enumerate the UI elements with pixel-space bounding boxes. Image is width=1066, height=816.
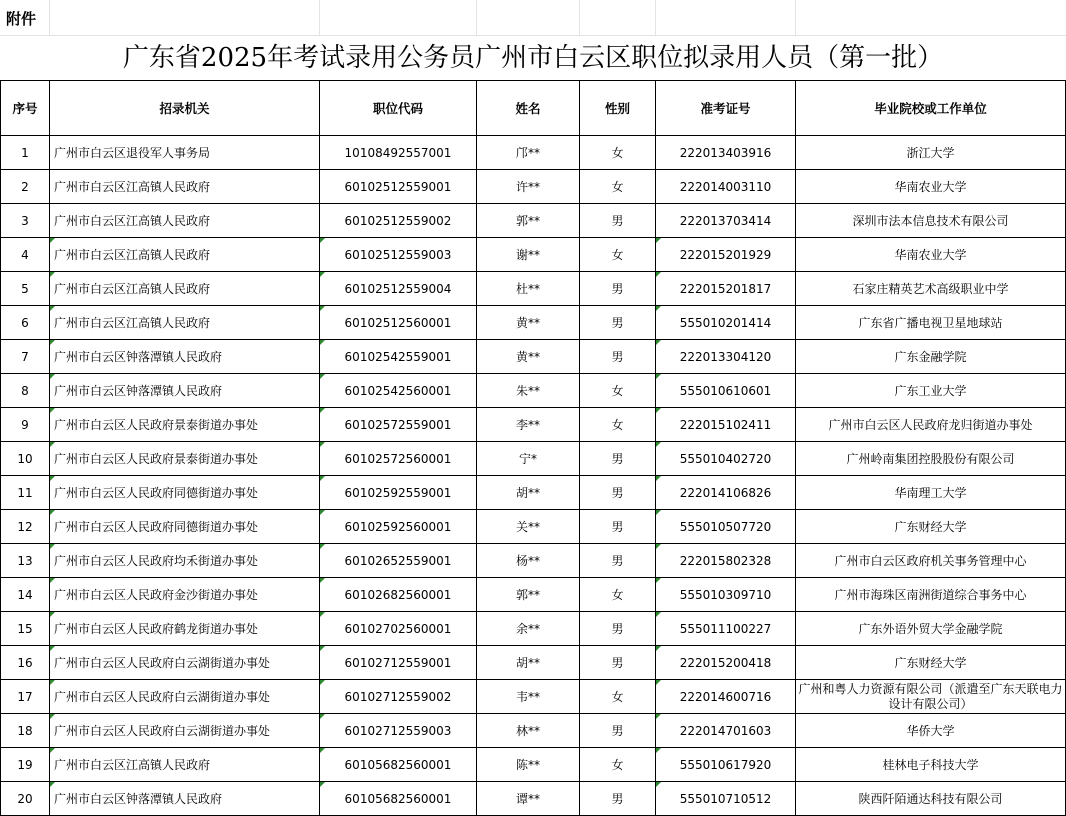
- cell-agency: 广州市白云区江高镇人民政府: [50, 170, 320, 204]
- cell-ticket: 222013703414: [656, 204, 796, 238]
- cell-ticket: 222014701603: [656, 714, 796, 748]
- table-row: [1, 340, 1066, 374]
- cell-no: 17: [1, 680, 50, 714]
- table-row: [1, 714, 1066, 748]
- cell-gender: 男: [580, 510, 656, 544]
- cell-name: 邝**: [477, 136, 580, 170]
- cell-ticket: 222014003110: [656, 170, 796, 204]
- cell-ticket: 555010710512: [656, 782, 796, 816]
- cell-no: 7: [1, 340, 50, 374]
- header-position-code: 职位代码: [320, 81, 477, 136]
- cell-ticket: 222014600716: [656, 680, 796, 714]
- cell-position-code: 60102682560001: [320, 578, 477, 612]
- cell-school: 广东省广播电视卫星地球站: [796, 306, 1066, 340]
- cell-name: 余**: [477, 612, 580, 646]
- cell-name: 杨**: [477, 544, 580, 578]
- cell-position-code: 60102572560001: [320, 442, 477, 476]
- cell-gender: 女: [580, 170, 656, 204]
- header-ticket: 准考证号: [656, 81, 796, 136]
- cell-school: 深圳市法本信息技术有限公司: [796, 204, 1066, 238]
- grid-line: [795, 0, 796, 36]
- cell-school: 桂林电子科技大学: [796, 748, 1066, 782]
- cell-no: 5: [1, 272, 50, 306]
- grid-line: [319, 0, 320, 36]
- cell-gender: 男: [580, 442, 656, 476]
- cell-name: 李**: [477, 408, 580, 442]
- cell-position-code: 60102652559001: [320, 544, 477, 578]
- cell-school: 广东财经大学: [796, 646, 1066, 680]
- table-row: [1, 612, 1066, 646]
- candidate-table: [0, 80, 1066, 816]
- cell-gender: 女: [580, 374, 656, 408]
- cell-gender: 女: [580, 578, 656, 612]
- cell-position-code: 60102702560001: [320, 612, 477, 646]
- grid-line: [0, 35, 1066, 36]
- cell-gender: 女: [580, 748, 656, 782]
- cell-agency: 广州市白云区钟落潭镇人民政府: [50, 374, 320, 408]
- cell-position-code: 60102512559001: [320, 170, 477, 204]
- cell-name: 杜**: [477, 272, 580, 306]
- table-row: [1, 578, 1066, 612]
- cell-name: 朱**: [477, 374, 580, 408]
- cell-school: 广州岭南集团控股股份有限公司: [796, 442, 1066, 476]
- cell-ticket: 555010201414: [656, 306, 796, 340]
- cell-no: 20: [1, 782, 50, 816]
- page-title: 广东省2025年考试录用公务员广州市白云区职位拟录用人员（第一批）: [122, 43, 944, 73]
- cell-agency: 广州市白云区江高镇人民政府: [50, 748, 320, 782]
- table-row: [1, 544, 1066, 578]
- table-row: [1, 442, 1066, 476]
- cell-position-code: 60102542559001: [320, 340, 477, 374]
- cell-no: 1: [1, 136, 50, 170]
- cell-school: 广州市海珠区南洲街道综合事务中心: [796, 578, 1066, 612]
- cell-agency: 广州市白云区江高镇人民政府: [50, 238, 320, 272]
- table-row: [1, 170, 1066, 204]
- cell-position-code: 60102542560001: [320, 374, 477, 408]
- cell-position-code: 60102512560001: [320, 306, 477, 340]
- cell-school: 广东金融学院: [796, 340, 1066, 374]
- cell-position-code: 60102712559002: [320, 680, 477, 714]
- cell-no: 12: [1, 510, 50, 544]
- cell-agency: 广州市白云区钟落潭镇人民政府: [50, 782, 320, 816]
- cell-school: 广州和粤人力资源有限公司（派遣至广东天联电力设计有限公司）: [796, 680, 1066, 714]
- table-row: [1, 238, 1066, 272]
- cell-name: 胡**: [477, 646, 580, 680]
- cell-position-code: 60102592560001: [320, 510, 477, 544]
- cell-no: 4: [1, 238, 50, 272]
- cell-no: 14: [1, 578, 50, 612]
- table-row: [1, 476, 1066, 510]
- cell-name: 谭**: [477, 782, 580, 816]
- table-row: [1, 680, 1066, 714]
- cell-ticket: 222015201929: [656, 238, 796, 272]
- grid-line: [49, 0, 50, 36]
- cell-agency: 广州市白云区人民政府鹤龙街道办事处: [50, 612, 320, 646]
- cell-agency: 广州市白云区人民政府景泰街道办事处: [50, 442, 320, 476]
- cell-position-code: 10108492557001: [320, 136, 477, 170]
- grid-line: [655, 0, 656, 36]
- cell-agency: 广州市白云区退役军人事务局: [50, 136, 320, 170]
- cell-name: 宁*: [477, 442, 580, 476]
- cell-agency: 广州市白云区人民政府景泰街道办事处: [50, 408, 320, 442]
- cell-agency: 广州市白云区人民政府白云湖街道办事处: [50, 714, 320, 748]
- cell-position-code: 60102512559004: [320, 272, 477, 306]
- header-no: 序号: [1, 81, 50, 136]
- cell-ticket: 222015102411: [656, 408, 796, 442]
- header-agency: 招录机关: [50, 81, 320, 136]
- cell-position-code: 60105682560001: [320, 748, 477, 782]
- cell-school: 华侨大学: [796, 714, 1066, 748]
- cell-position-code: 60102512559003: [320, 238, 477, 272]
- cell-ticket: 555010617920: [656, 748, 796, 782]
- cell-no: 16: [1, 646, 50, 680]
- cell-school: 华南农业大学: [796, 238, 1066, 272]
- cell-name: 郭**: [477, 204, 580, 238]
- table-row: [1, 646, 1066, 680]
- cell-school: 华南理工大学: [796, 476, 1066, 510]
- cell-no: 3: [1, 204, 50, 238]
- cell-gender: 男: [580, 340, 656, 374]
- cell-gender: 男: [580, 782, 656, 816]
- cell-school: 广东工业大学: [796, 374, 1066, 408]
- cell-school: 广州市白云区政府机关事务管理中心: [796, 544, 1066, 578]
- cell-agency: 广州市白云区钟落潭镇人民政府: [50, 340, 320, 374]
- cell-agency: 广州市白云区江高镇人民政府: [50, 306, 320, 340]
- cell-name: 黄**: [477, 306, 580, 340]
- cell-gender: 男: [580, 476, 656, 510]
- cell-no: 10: [1, 442, 50, 476]
- cell-school: 广州市白云区人民政府龙归街道办事处: [796, 408, 1066, 442]
- cell-name: 韦**: [477, 680, 580, 714]
- cell-no: 8: [1, 374, 50, 408]
- header-name: 姓名: [477, 81, 580, 136]
- cell-ticket: 222014106826: [656, 476, 796, 510]
- header-row: [1, 81, 1066, 136]
- cell-agency: 广州市白云区江高镇人民政府: [50, 204, 320, 238]
- top-grid-lines: [0, 0, 1066, 36]
- cell-name: 胡**: [477, 476, 580, 510]
- cell-no: 15: [1, 612, 50, 646]
- cell-gender: 女: [580, 680, 656, 714]
- header-school: 毕业院校或工作单位: [796, 81, 1066, 136]
- cell-name: 黄**: [477, 340, 580, 374]
- cell-gender: 男: [580, 272, 656, 306]
- cell-gender: 女: [580, 238, 656, 272]
- cell-agency: 广州市白云区人民政府金沙街道办事处: [50, 578, 320, 612]
- cell-school: 广东外语外贸大学金融学院: [796, 612, 1066, 646]
- table-row: [1, 374, 1066, 408]
- table-row: [1, 510, 1066, 544]
- table-row: [1, 204, 1066, 238]
- header-gender: 性别: [580, 81, 656, 136]
- table-body: [1, 136, 1066, 816]
- cell-ticket: 555011100227: [656, 612, 796, 646]
- cell-position-code: 60102712559001: [320, 646, 477, 680]
- cell-gender: 男: [580, 646, 656, 680]
- grid-line: [476, 0, 477, 36]
- cell-ticket: 222015201817: [656, 272, 796, 306]
- cell-school: 浙江大学: [796, 136, 1066, 170]
- table-row: [1, 272, 1066, 306]
- cell-no: 13: [1, 544, 50, 578]
- cell-ticket: 222015802328: [656, 544, 796, 578]
- grid-line: [579, 0, 580, 36]
- cell-agency: 广州市白云区人民政府白云湖街道办事处: [50, 680, 320, 714]
- cell-ticket: 222013304120: [656, 340, 796, 374]
- table-row: [1, 782, 1066, 816]
- cell-gender: 男: [580, 612, 656, 646]
- cell-gender: 男: [580, 714, 656, 748]
- cell-school: 石家庄精英艺术高级职业中学: [796, 272, 1066, 306]
- table-row: [1, 306, 1066, 340]
- attachment-label: 附件: [6, 10, 37, 28]
- cell-no: 2: [1, 170, 50, 204]
- cell-no: 19: [1, 748, 50, 782]
- table-row: [1, 136, 1066, 170]
- cell-position-code: 60105682560001: [320, 782, 477, 816]
- cell-gender: 女: [580, 136, 656, 170]
- cell-name: 陈**: [477, 748, 580, 782]
- cell-no: 9: [1, 408, 50, 442]
- cell-position-code: 60102572559001: [320, 408, 477, 442]
- cell-no: 11: [1, 476, 50, 510]
- table-row: [1, 748, 1066, 782]
- cell-ticket: 222015200418: [656, 646, 796, 680]
- cell-agency: 广州市白云区人民政府均禾街道办事处: [50, 544, 320, 578]
- cell-name: 林**: [477, 714, 580, 748]
- cell-gender: 男: [580, 544, 656, 578]
- cell-position-code: 60102512559002: [320, 204, 477, 238]
- cell-gender: 男: [580, 306, 656, 340]
- cell-gender: 女: [580, 408, 656, 442]
- cell-ticket: 555010402720: [656, 442, 796, 476]
- cell-name: 关**: [477, 510, 580, 544]
- cell-gender: 男: [580, 204, 656, 238]
- cell-no: 18: [1, 714, 50, 748]
- cell-agency: 广州市白云区人民政府同德街道办事处: [50, 510, 320, 544]
- cell-no: 6: [1, 306, 50, 340]
- table-row: [1, 408, 1066, 442]
- cell-position-code: 60102712559003: [320, 714, 477, 748]
- cell-ticket: 555010309710: [656, 578, 796, 612]
- cell-name: 谢**: [477, 238, 580, 272]
- cell-agency: 广州市白云区江高镇人民政府: [50, 272, 320, 306]
- cell-agency: 广州市白云区人民政府白云湖街道办事处: [50, 646, 320, 680]
- cell-school: 广东财经大学: [796, 510, 1066, 544]
- cell-name: 许**: [477, 170, 580, 204]
- cell-position-code: 60102592559001: [320, 476, 477, 510]
- cell-school: 华南农业大学: [796, 170, 1066, 204]
- cell-ticket: 555010507720: [656, 510, 796, 544]
- cell-name: 郭**: [477, 578, 580, 612]
- cell-school: 陕西阡陌通达科技有限公司: [796, 782, 1066, 816]
- cell-ticket: 222013403916: [656, 136, 796, 170]
- cell-ticket: 555010610601: [656, 374, 796, 408]
- cell-agency: 广州市白云区人民政府同德街道办事处: [50, 476, 320, 510]
